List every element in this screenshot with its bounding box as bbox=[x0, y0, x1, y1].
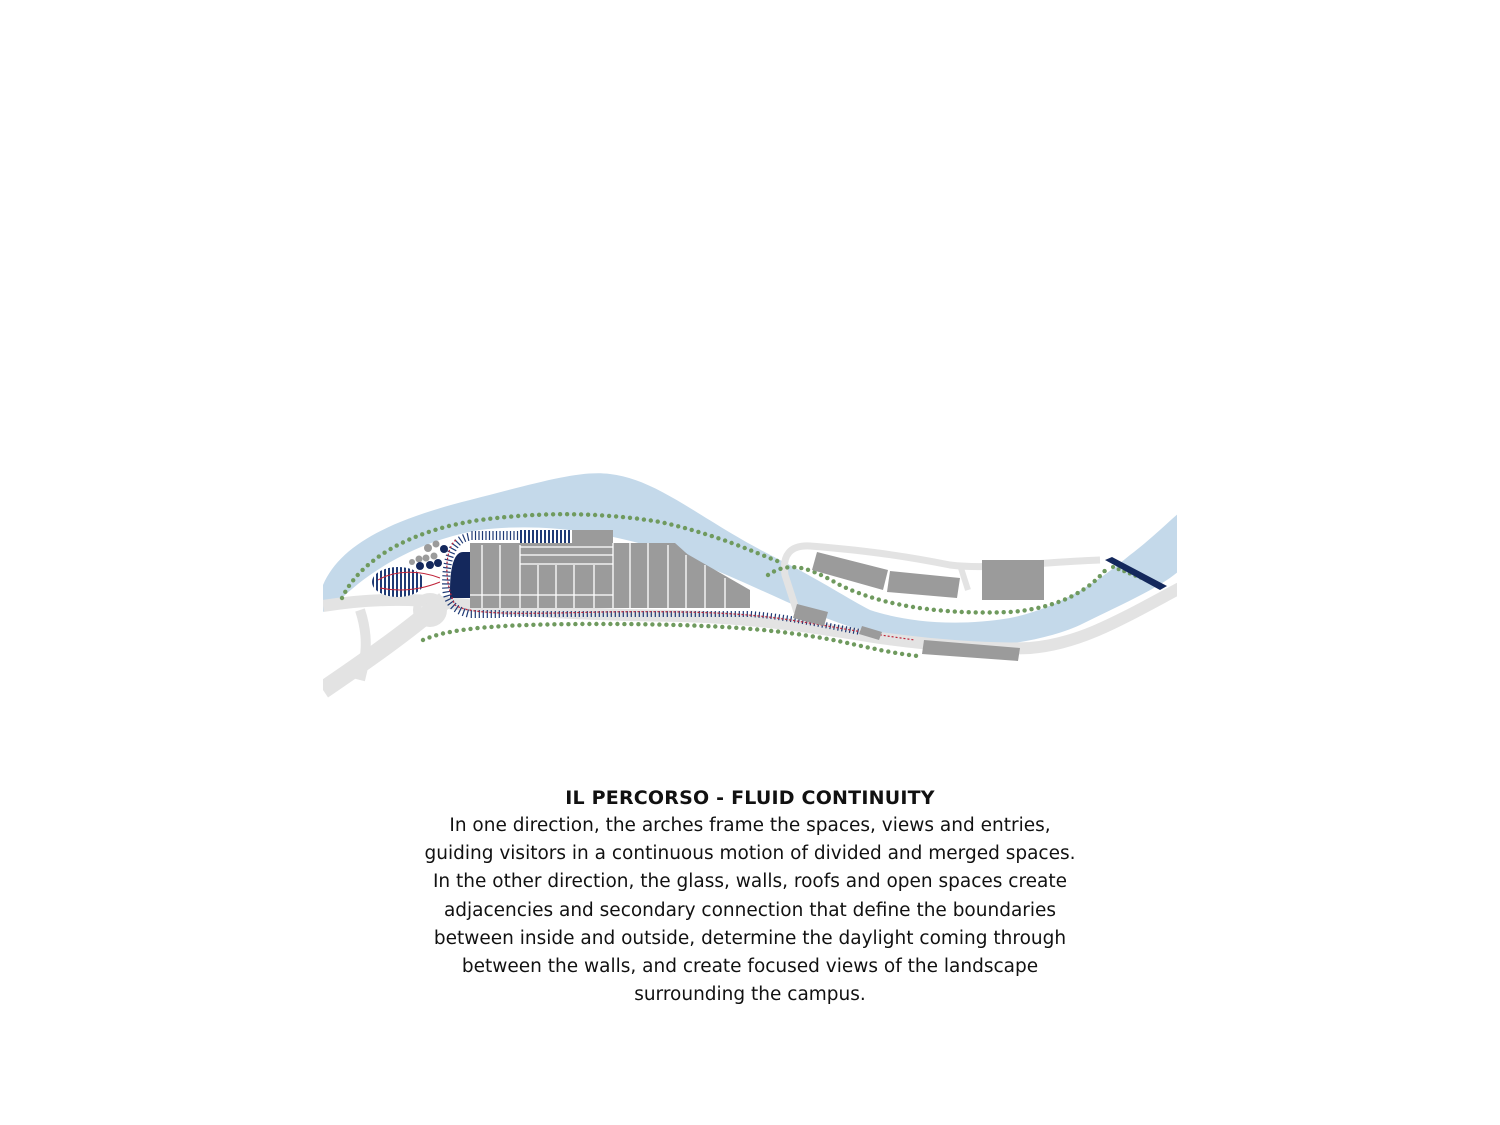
tree-dot bbox=[351, 578, 355, 582]
arch-mark bbox=[759, 612, 760, 618]
tree-dot bbox=[1098, 574, 1102, 578]
tree-dot bbox=[587, 622, 591, 626]
tree-dot bbox=[377, 554, 381, 558]
tree-dot bbox=[683, 526, 687, 530]
arch-mark bbox=[446, 555, 454, 557]
tree-dot bbox=[769, 629, 773, 633]
caption-line: adjacencies and secondary connection that define the boundaries bbox=[443, 899, 1057, 921]
tree-dot bbox=[531, 623, 535, 627]
tree-dot bbox=[573, 622, 577, 626]
tree-dot bbox=[474, 518, 478, 522]
tree-dot bbox=[776, 629, 780, 633]
tree-dot bbox=[566, 622, 570, 626]
arch-mark bbox=[458, 537, 463, 544]
tree-dot bbox=[897, 602, 901, 606]
tree-dot bbox=[642, 517, 646, 521]
tree-dot bbox=[699, 624, 703, 628]
tree-dot bbox=[614, 514, 618, 518]
tree-dot bbox=[488, 517, 492, 521]
arch-mark bbox=[463, 534, 466, 541]
tree-dot bbox=[643, 622, 647, 626]
tree-dot bbox=[420, 532, 424, 536]
arch-mark bbox=[444, 563, 452, 565]
tree-dot bbox=[579, 512, 583, 516]
tree-dot bbox=[872, 647, 876, 651]
tree-dot bbox=[489, 625, 493, 629]
tree-dot bbox=[434, 633, 438, 637]
tree-dot bbox=[734, 626, 738, 630]
tree-dot bbox=[783, 630, 787, 634]
tree-dot bbox=[607, 514, 611, 518]
tree-dot bbox=[544, 512, 548, 516]
tree-dot bbox=[461, 628, 465, 632]
tree-dot bbox=[799, 566, 803, 570]
tree-dot bbox=[495, 516, 499, 520]
tree-dot bbox=[656, 519, 660, 523]
tree-dot bbox=[671, 623, 675, 627]
tree-dot bbox=[523, 513, 527, 517]
tree-dot bbox=[1081, 587, 1085, 591]
caption-line: In one direction, the arches frame the spaces, views and entries, bbox=[449, 815, 1051, 836]
tree-dot bbox=[870, 595, 874, 599]
tree-dot bbox=[818, 635, 822, 639]
tree-dot bbox=[467, 520, 471, 524]
tree-dot bbox=[727, 625, 731, 629]
caption-block bbox=[350, 784, 1150, 1009]
road-branch-southwest bbox=[323, 600, 445, 690]
tree-dot bbox=[371, 559, 375, 563]
tree-dot bbox=[649, 518, 653, 522]
tree-dot bbox=[593, 513, 597, 517]
tree-dot bbox=[692, 623, 696, 627]
caption-body bbox=[350, 812, 1150, 1009]
tree-dot bbox=[650, 622, 654, 626]
tree-dot bbox=[676, 524, 680, 528]
tree-dot bbox=[904, 604, 908, 608]
tree-dot bbox=[510, 623, 514, 627]
tree-dot bbox=[766, 573, 770, 577]
tree-dot bbox=[366, 563, 370, 567]
tree-dot bbox=[775, 559, 779, 563]
tree-dot bbox=[1009, 610, 1013, 614]
tree-dot bbox=[879, 648, 883, 652]
tree-dot bbox=[769, 556, 773, 560]
tree-dot bbox=[866, 645, 870, 649]
tree-dot bbox=[946, 609, 950, 613]
tree-dot bbox=[1022, 608, 1026, 612]
tree-dot bbox=[690, 528, 694, 532]
tree-dot bbox=[628, 516, 632, 520]
tree-dot bbox=[538, 622, 542, 626]
tree-dot bbox=[729, 541, 733, 545]
tree-dot bbox=[622, 622, 626, 626]
tree-dot bbox=[743, 546, 747, 550]
tree-dot bbox=[900, 652, 904, 656]
tree-dot bbox=[537, 513, 541, 517]
tree-dot bbox=[516, 514, 520, 518]
arch-mark bbox=[443, 572, 451, 573]
tree-dot bbox=[907, 653, 911, 657]
tree-dot bbox=[710, 534, 714, 538]
tree-dot bbox=[863, 593, 867, 597]
tree-dot bbox=[1111, 565, 1115, 569]
tree-dot bbox=[720, 625, 724, 629]
tree-dot bbox=[981, 610, 985, 614]
arch-mark bbox=[443, 591, 451, 592]
lens-courtyard bbox=[372, 567, 440, 597]
tree-dot bbox=[1029, 607, 1033, 611]
caption-line: guiding visitors in a continuous motion of divided and merged spaces. bbox=[424, 843, 1076, 865]
tree-dot bbox=[1056, 600, 1060, 604]
tree-dot bbox=[545, 622, 549, 626]
tree-dot bbox=[629, 622, 633, 626]
tree-dot bbox=[883, 599, 887, 603]
tree-dot bbox=[552, 622, 556, 626]
tree-dot bbox=[427, 530, 431, 534]
tree-dot bbox=[713, 624, 717, 628]
tree-dot bbox=[988, 610, 992, 614]
tree-dot bbox=[669, 522, 673, 526]
tree-dot bbox=[932, 608, 936, 612]
tree-dot bbox=[696, 530, 700, 534]
tree-dot bbox=[706, 624, 710, 628]
tree-dot bbox=[678, 623, 682, 627]
tree-dot bbox=[421, 638, 425, 642]
tree-dot bbox=[844, 586, 848, 590]
tree-dot bbox=[414, 535, 418, 539]
tree-dot bbox=[635, 516, 639, 520]
tree-dot bbox=[893, 651, 897, 655]
tree-dot bbox=[455, 629, 459, 633]
tree-dot bbox=[1043, 604, 1047, 608]
tree-dot bbox=[636, 622, 640, 626]
tree-dot bbox=[572, 512, 576, 516]
tree-dot bbox=[1087, 583, 1091, 587]
tree-dot bbox=[448, 630, 452, 634]
tree-dot bbox=[850, 588, 854, 592]
tree-dot bbox=[914, 654, 918, 658]
tree-dot bbox=[395, 543, 399, 547]
tree-dot bbox=[551, 512, 555, 516]
tree-dot bbox=[974, 610, 978, 614]
tree-dot bbox=[736, 543, 740, 547]
tree-dot bbox=[1093, 579, 1097, 583]
caption-line: surrounding the campus. bbox=[634, 984, 866, 1006]
tree-dot bbox=[877, 597, 881, 601]
tree-dot bbox=[340, 596, 344, 600]
tree-dot bbox=[401, 540, 405, 544]
tree-dot bbox=[1069, 594, 1073, 598]
tree-dot bbox=[608, 622, 612, 626]
arch-mark bbox=[767, 613, 768, 619]
caption-line: between the walls, and create focused views of the landscape bbox=[461, 956, 1039, 978]
tree-dot bbox=[1036, 606, 1040, 610]
tree-dot bbox=[621, 515, 625, 519]
tree-dot bbox=[703, 532, 707, 536]
tree-dot bbox=[857, 591, 861, 595]
tree-dot bbox=[502, 515, 506, 519]
tree-dot bbox=[831, 638, 835, 642]
tree-dot bbox=[360, 568, 364, 572]
tree-dot bbox=[756, 551, 760, 555]
tree-dot bbox=[447, 524, 451, 528]
tree-dot bbox=[762, 554, 766, 558]
tree-dot bbox=[1016, 609, 1020, 613]
tree-dot bbox=[517, 623, 521, 627]
tree-dot bbox=[859, 644, 863, 648]
tree-dot bbox=[586, 513, 590, 517]
tree-dot bbox=[762, 628, 766, 632]
tree-dot bbox=[601, 622, 605, 626]
tree-dot bbox=[524, 623, 528, 627]
tree-dot bbox=[1002, 610, 1006, 614]
caption-line: between inside and outside, determine the daylight coming through bbox=[433, 927, 1067, 949]
road-branch-southwest-2 bbox=[360, 610, 366, 680]
tree-dot bbox=[845, 641, 849, 645]
tree-dot bbox=[792, 565, 796, 569]
tree-dot bbox=[716, 536, 720, 540]
tree-dot bbox=[388, 547, 392, 551]
tree-dot bbox=[852, 642, 856, 646]
arch-mark bbox=[755, 611, 756, 617]
tree-dot bbox=[503, 624, 507, 628]
tree-dot bbox=[838, 639, 842, 643]
tree-dot bbox=[615, 622, 619, 626]
tree-dot bbox=[819, 573, 823, 577]
tree-dot bbox=[995, 610, 999, 614]
tree-dot bbox=[797, 632, 801, 636]
tree-dot bbox=[481, 517, 485, 521]
tree-dot bbox=[530, 513, 534, 517]
tree-dot bbox=[918, 606, 922, 610]
tree-dot bbox=[967, 610, 971, 614]
tree-dot bbox=[741, 626, 745, 630]
tree-dot bbox=[837, 583, 841, 587]
arch-mark bbox=[442, 576, 450, 577]
tree-dot bbox=[749, 548, 753, 552]
tree-dot bbox=[804, 633, 808, 637]
arch-mark bbox=[771, 613, 772, 619]
tree-dot bbox=[685, 623, 689, 627]
tree-dot bbox=[347, 584, 351, 588]
arch-mark bbox=[763, 612, 764, 618]
tree-dot bbox=[811, 634, 815, 638]
arch-mark bbox=[467, 533, 469, 541]
tree-dot bbox=[960, 610, 964, 614]
tree-dot bbox=[723, 538, 727, 542]
tree-dot bbox=[427, 635, 431, 639]
arch-mark bbox=[775, 614, 776, 620]
tree-dot bbox=[1050, 602, 1054, 606]
tree-dot bbox=[559, 622, 563, 626]
tree-dot bbox=[509, 514, 513, 518]
tree-dot bbox=[939, 608, 943, 612]
arch-mark bbox=[751, 611, 752, 617]
tree-dot bbox=[831, 579, 835, 583]
tree-dot bbox=[953, 609, 957, 613]
tree-dot bbox=[468, 627, 472, 631]
arch-mark bbox=[445, 559, 453, 561]
tree-dot bbox=[662, 521, 666, 525]
tree-dot bbox=[475, 626, 479, 630]
entrance-hall bbox=[450, 552, 470, 598]
tree-dot bbox=[1075, 591, 1079, 595]
tree-dot bbox=[343, 590, 347, 594]
tree-dot bbox=[890, 601, 894, 605]
tree-dot bbox=[824, 637, 828, 641]
tree-dot bbox=[482, 625, 486, 629]
tree-dot bbox=[772, 569, 776, 573]
tree-dot bbox=[790, 631, 794, 635]
tree-dot bbox=[558, 512, 562, 516]
tree-dot bbox=[825, 576, 829, 580]
tree-dot bbox=[1102, 569, 1106, 573]
tree-dot bbox=[440, 526, 444, 530]
tree-dot bbox=[580, 622, 584, 626]
tree-dot bbox=[407, 537, 411, 541]
tree-dot bbox=[433, 528, 437, 532]
tree-dot bbox=[1063, 597, 1067, 601]
arch-mark bbox=[442, 588, 450, 589]
tree-dot bbox=[748, 627, 752, 631]
tree-dot bbox=[806, 568, 810, 572]
tree-dot bbox=[382, 551, 386, 555]
tree-dot bbox=[778, 567, 782, 571]
tree-dot bbox=[461, 521, 465, 525]
caption-line: In the other direction, the glass, walls, roofs and open spaces create bbox=[432, 871, 1068, 893]
tree-dot bbox=[911, 605, 915, 609]
tree-dot bbox=[594, 622, 598, 626]
tree-dot bbox=[600, 513, 604, 517]
tree-dot bbox=[664, 623, 668, 627]
tree-dot bbox=[565, 512, 569, 516]
tree-dot bbox=[441, 631, 445, 635]
caption-title: IL PERCORSO - FLUID CONTINUITY bbox=[565, 787, 935, 809]
tree-dot bbox=[496, 624, 500, 628]
tree-dot bbox=[657, 622, 661, 626]
tree-dot bbox=[755, 627, 759, 631]
tree-dot bbox=[785, 565, 789, 569]
tree-dot bbox=[356, 573, 360, 577]
tree-dot bbox=[886, 649, 890, 653]
tree-dot bbox=[454, 522, 458, 526]
tree-dot bbox=[925, 607, 929, 611]
